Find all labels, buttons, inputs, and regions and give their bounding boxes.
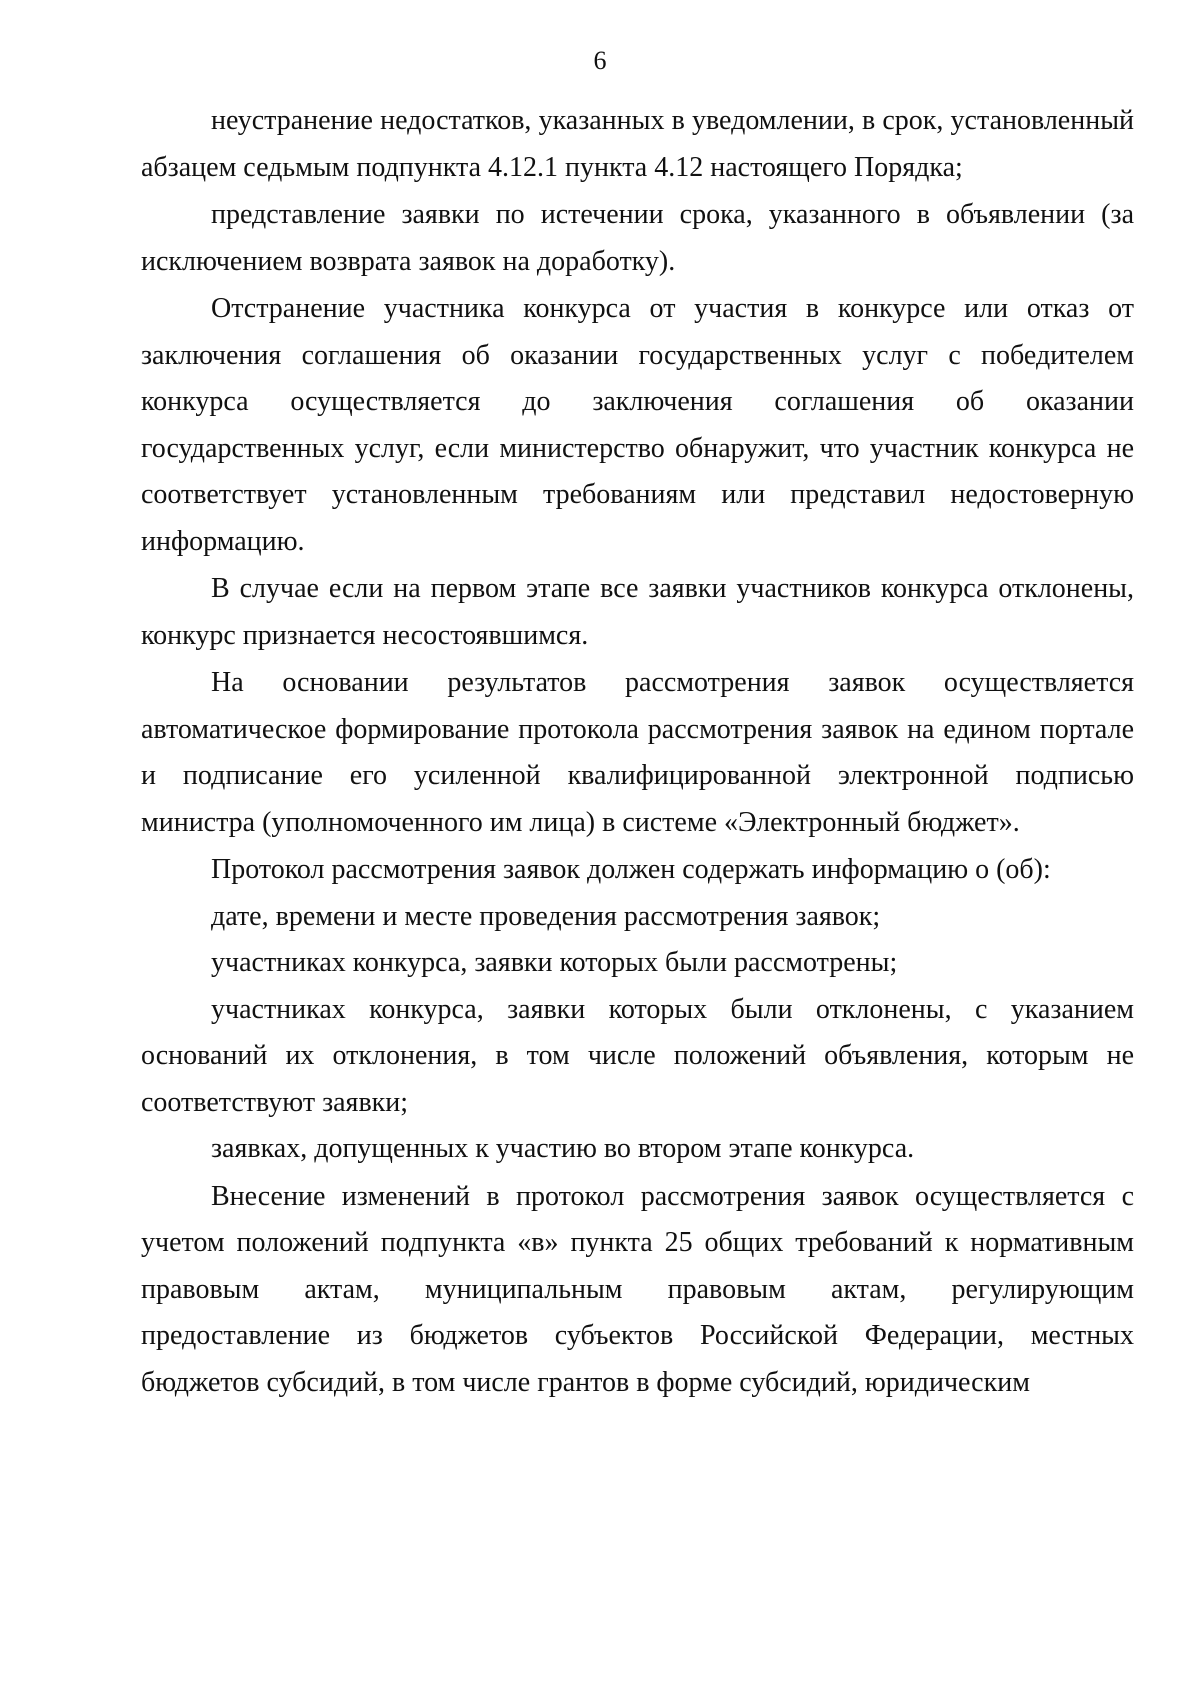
paragraph-protocol-formation: На основании результатов рассмотрения заявок осуществляется автоматическое формирование протокола рассмотрения заявок на едином портале и подписание его усиленной квалифицированной электронной подписью министра (уполномоченного им лица) в системе «Электронный бюджет». (141, 667, 1134, 838)
paragraph-defects-not-fixed: неустранение недостатков, указанных в уведомлении, в срок, установленный абзацем седьмым подпункта 4.12.1 пункта 4.12 настоящего Порядка; (141, 105, 1134, 183)
page-number: 6 (593, 46, 607, 75)
list-item-reviewed-participants: участниках конкурса, заявки которых были рассмотрены; (211, 947, 898, 978)
paragraph-protocol-amendments: Внесение изменений в протокол рассмотрения заявок осуществляется с учетом положений подпункта «в» пункта 25 общих требований к нормативным правовым актам, муниципальным правовым актам, регулирующим предоставление из бюджетов субъектов Российской Федерации, местных бюджетов субсидий, в том числе грантов в форме субсидий, юридическим (141, 1180, 1134, 1398)
list-item-admitted-applications: заявках, допущенных к участию во втором этапе конкурса. (211, 1133, 915, 1164)
paragraph-protocol-contents: Протокол рассмотрения заявок должен содержать информацию о (об): (211, 854, 1051, 885)
paragraph-contest-failed: В случае если на первом этапе все заявки участников конкурса отклонены, конкурс признается несостоявшимся. (141, 573, 1134, 651)
document-body (141, 98, 1134, 1406)
list-item-rejected-participants: участниках конкурса, заявки которых были отклонены, с указанием оснований их отклонения, в том числе положений объявления, которым не соответствуют заявки; (141, 993, 1134, 1118)
list-item-date-time-place: дате, времени и месте проведения рассмотрения заявок; (211, 900, 881, 932)
paragraph-participant-removal: Отстранение участника конкурса от участия в конкурсе или отказ от заключения соглашения об оказании государственных услуг с победителем конкурса осуществляется до заключения соглашения об оказании государственных услуг, если министерство обнаружит, что участник конкурса не соответствует установленным требованиям или представил недостоверную информацию. (141, 293, 1134, 557)
paragraph-late-submission: представление заявки по истечении срока, указанного в объявлении (за исключением возврата заявок на доработку). (141, 199, 1134, 277)
